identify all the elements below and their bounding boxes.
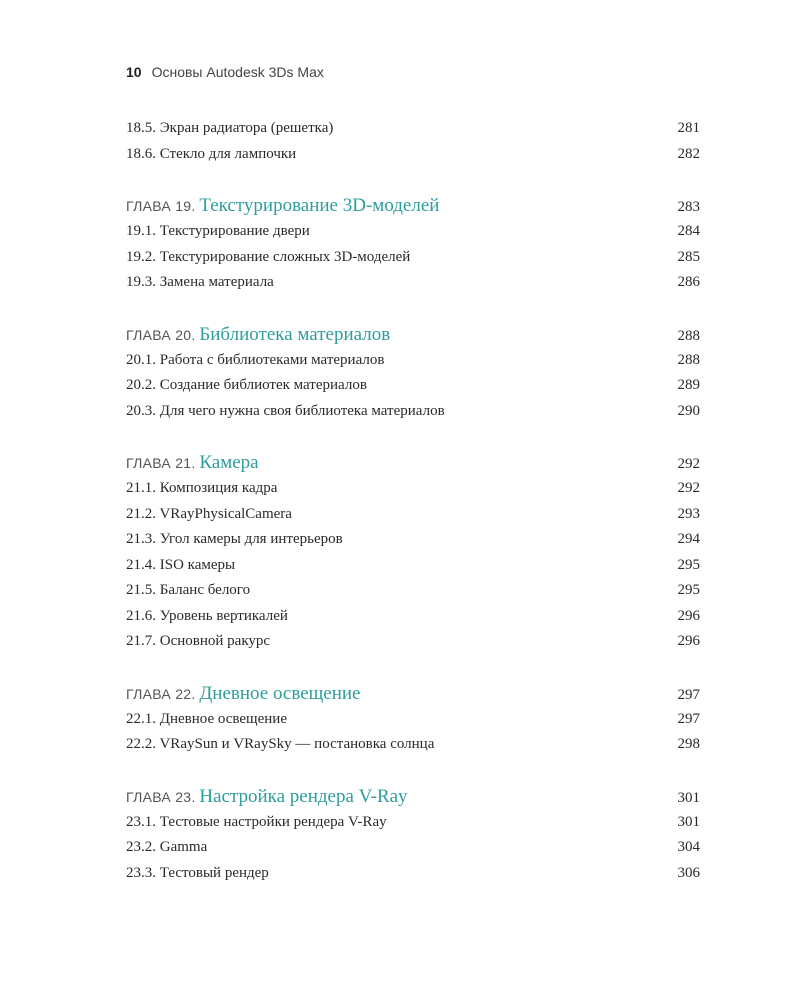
- chapter-prefix: ГЛАВА 23.: [126, 788, 196, 805]
- chapter-prefix: ГЛАВА 22.: [126, 685, 196, 702]
- chapter-prefix: ГЛАВА 19.: [126, 198, 196, 214]
- toc-entry-label: 20.2. Создание библиотек материалов: [126, 377, 367, 393]
- toc-entry-page: 295: [677, 556, 700, 573]
- chapter-heading[interactable]: [126, 193, 700, 219]
- toc-entry-page: 306: [677, 864, 700, 881]
- toc-entry-label: 21.3. Угол камеры для интерьеров: [126, 531, 343, 547]
- toc-entry-page: 294: [677, 531, 700, 547]
- toc-entry[interactable]: [126, 604, 700, 630]
- page-number: 10: [126, 64, 142, 80]
- toc-entry-label: 20.3. Для чего нужна своя библиотека материалов: [126, 402, 445, 419]
- toc-entry-page: 304: [677, 839, 700, 855]
- toc-entry[interactable]: [126, 810, 700, 836]
- chapter-title: Дневное освещение: [199, 682, 361, 704]
- running-head: [126, 64, 324, 80]
- book-title: Основы Autodesk 3Ds Max: [151, 64, 324, 80]
- toc-entry-label: 23.2. Gamma: [126, 839, 208, 855]
- toc-entry-page: 301: [677, 813, 700, 830]
- toc-entry-page: 297: [677, 710, 700, 727]
- toc-entry-label: 18.5. Экран радиатора (решетка): [126, 120, 334, 136]
- toc-entry[interactable]: [126, 629, 700, 655]
- toc-entry[interactable]: [126, 245, 700, 271]
- toc-entry[interactable]: [126, 527, 700, 553]
- toc-entry[interactable]: [126, 861, 700, 887]
- toc-entry-label: 21.2. VRayPhysicalCamera: [126, 505, 292, 522]
- chapter-title: Настройка рендера V-Ray: [199, 785, 408, 807]
- table-of-contents: [126, 116, 700, 886]
- toc-entry[interactable]: [126, 578, 700, 604]
- toc-entry-page: 290: [677, 402, 700, 419]
- chapter-title: Текстурирование 3D-моделей: [199, 195, 440, 216]
- toc-entry-page: 295: [677, 582, 700, 598]
- toc-entry-label: 21.7. Основной ракурс: [126, 633, 271, 649]
- chapter-heading[interactable]: [126, 784, 700, 810]
- chapter-page: 283: [677, 199, 700, 215]
- chapter-heading[interactable]: [126, 681, 700, 707]
- toc-entry[interactable]: [126, 476, 700, 502]
- chapter-page: 292: [677, 456, 700, 472]
- toc-entry-page: 296: [677, 633, 700, 649]
- toc-entry-label: 21.6. Уровень вертикалей: [126, 607, 288, 624]
- toc-entry-label: 22.2. VRaySun и VRaySky — постановка солнца: [126, 736, 435, 752]
- toc-entry-page: 289: [677, 377, 700, 393]
- toc-entry-page: 288: [677, 351, 700, 368]
- toc-entry-label: 22.1. Дневное освещение: [126, 710, 287, 727]
- toc-entry-label: 23.3. Тестовый рендер: [126, 864, 269, 881]
- toc-entry-page: 282: [677, 145, 700, 162]
- toc-entry-page: 281: [677, 120, 700, 136]
- toc-entry[interactable]: [126, 553, 700, 579]
- toc-entry[interactable]: [126, 502, 700, 528]
- chapter-title: Камера: [199, 452, 259, 473]
- toc-entry[interactable]: [126, 348, 700, 374]
- chapter-prefix: ГЛАВА 21.: [126, 455, 196, 471]
- chapter-heading[interactable]: [126, 322, 700, 348]
- toc-entry[interactable]: [126, 270, 700, 296]
- toc-entry[interactable]: [126, 399, 700, 425]
- toc-entry[interactable]: [126, 835, 700, 861]
- toc-entry[interactable]: [126, 142, 700, 168]
- chapter-prefix: ГЛАВА 20.: [126, 326, 196, 343]
- chapter-page: 297: [677, 686, 700, 703]
- toc-entry-page: 298: [677, 736, 700, 752]
- toc-entry-page: 292: [677, 480, 700, 496]
- toc-entry[interactable]: [126, 707, 700, 733]
- toc-entry-page: 285: [677, 248, 700, 265]
- toc-entry-label: 21.5. Баланс белого: [126, 582, 251, 598]
- chapter-heading[interactable]: [126, 450, 700, 476]
- toc-entry[interactable]: [126, 732, 700, 758]
- toc-entry[interactable]: [126, 373, 700, 399]
- toc-entry-label: 18.6. Стекло для лампочки: [126, 145, 297, 162]
- toc-entry-label: 19.3. Замена материала: [126, 274, 274, 290]
- toc-entry-page: 286: [677, 274, 700, 290]
- chapter-page: 288: [677, 327, 700, 344]
- toc-entry[interactable]: [126, 116, 700, 142]
- toc-entry-label: 23.1. Тестовые настройки рендера V-Ray: [126, 813, 387, 830]
- toc-entry-page: 284: [677, 223, 700, 239]
- toc-entry-label: 19.1. Текстурирование двери: [126, 223, 310, 239]
- toc-entry[interactable]: [126, 219, 700, 245]
- toc-entry-label: 20.1. Работа с библиотеками материалов: [126, 351, 385, 368]
- chapter-title: Библиотека материалов: [199, 323, 391, 345]
- toc-entry-label: 21.4. ISO камеры: [126, 556, 236, 573]
- toc-entry-label: 21.1. Композиция кадра: [126, 480, 278, 496]
- chapter-page: 301: [677, 789, 700, 806]
- toc-entry-page: 296: [677, 607, 700, 624]
- toc-entry-label: 19.2. Текстурирование сложных 3D-моделей: [126, 248, 411, 265]
- toc-entry-page: 293: [677, 505, 700, 522]
